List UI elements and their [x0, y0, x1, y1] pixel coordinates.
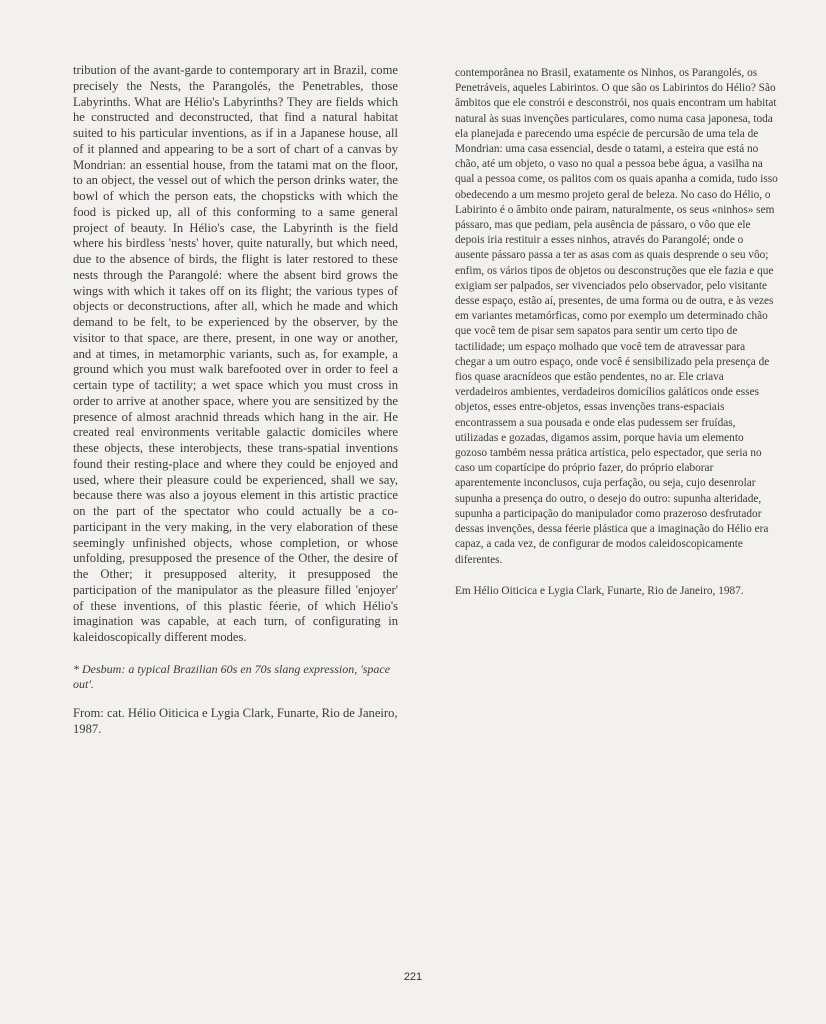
source-citation-portuguese: Em Hélio Oiticica e Lygia Clark, Funarte, Rio de Janeiro, 1987. [455, 584, 744, 597]
footnote: * Desbum: a typical Brazilian 60s en 70s slang expression, 'space out'. [73, 661, 391, 691]
portuguese-column [455, 66, 778, 599]
english-column [73, 63, 398, 737]
portuguese-paragraph: contemporânea no Brasil, exatamente os Ninhos, os Parangolés, os Penetráveis, aqueles Labirintos. O que são os Labirintos do Hélio? São âmbitos que ele constrói e desconstrói, nos quais encontram um habitat natural às suas invenções particulares, como numa casa japonesa, toda ela planejada e parecendo uma espécie de percursão de uma tela de Mondrian: uma casa essencial, desde o tatami, a esteira que está no chão, até um objeto, o vaso no qual a pessoa bebe água, a vasilha na qual a pessoa come, os palitos com os quais apanha a comida, tudo isso obedecendo a um mesmo projeto geral de beleza. No caso do Hélio, o Labirinto é o âmbito onde pairam, naturalmente, os seus «ninhos» sem pássaro, mas que pediam, pela ausência de pássaro, o vôo que ele depois iria restituir a esses ninhos, através do Parangolé; onde o ausente pássaro passa a ter as asas com as quais desprende o seu vôo; enfim, os vários tipos de objetos ou desconstruções que ele fazia e que exigiam ser palpados, ser vivenciados pelo observador, pelo visitante desse espaço, estão aí, presentes, de uma forma ou de outra, e às vezes em variantes metamórficas, como por exemplo um determinado chão que você tem de pisar sem sapatos para sentir um certo tipo de tactilidade; um espaço molhado que você tem de atravessar para chegar a um outro espaço, onde você é sensibilizado pela presença de fios quase aracnídeos que estão pendentes, no ar. Ele criava verdadeiros ambientes, verdadeiros domicílios galáticos onde esses objetos, esses entre-objetos, essas invenções trans-espaciais encontrassem a sua pousada e onde elas pudessem ser fruídas, utilizadas e gozadas, digamos assim, porque havia um elemento gozoso também nessa prática artística, pelo espectador, que seria no caso um copartícipe do próprio fazer, do próprio elaborar aparentemente inconclusos, cuja perfação, ou seja, cujo desenrolar supunha a presença do outro, o desejo do outro: supunha alteridade, supunha a participação do manipulador como prazeroso desfrutador dessas invenções, dessa féerie plástica que a imaginação do Hélio era capaz, a cada vez, de configurar de modos caleidoscopicamente diferentes. [455, 67, 778, 566]
page-number: 221 [403, 971, 423, 983]
english-paragraph: tribution of the avant-garde to contemporary art in Brazil, come precisely the Nests, the Parangolés, the Penetrables, those Labyrinths. What are Hélio's Labyrinths? They are fields which he constructed and deconstructed, that find a natural habitat suited to his particular inventions, as if in a Japanese house, all of it planned and appearing to be a sort of chart of a canvas by Mondrian: an essential house, from the tatami mat on the floor, to an object, the vessel out of which the person drinks water, the bowl of which the person eats, the chopsticks with which the food is picked up, all of this conforming to a same general project of beauty. In Hélio's case, the Labyrinth is the field where his birdless 'nests' hover, quite naturally, but which need, due to the absence of birds, the flight is later restored to these nests through the Parangolé: where the absent bird grows the wings with which it takes off on its flight; the various types of objects or deconstructions, after all, which he made and which demand to be felt, to be experienced by the observer, by the visitor to that space, are there, present, in one way or another, and at times, in metamorphic variants, such as, for example, a ground which you must walk barefooted over in order to feel a certain type of tactility; a wet space which you must cross in order to arrive at another space, where you are sensitized by the presence of almost arachnid threads which hang in the air. He created real environments veritable galactic domiciles where these objects, these interobjects, these trans-spatial inventions found their resting-place and where they could be enjoyed and used, where their pleasure could be experienced, shall we say, because there was also a joyous element in this artistic practice on the part of the spectator who could actually be a co-participant in the very making, in the very elaboration of these seemingly unfinished objects, whose completion, or whose unfolding, presupposed the presence of the Other, the desire of the Other; it presupposed alterity, it presupposed the participation of the manipulator as the pleasure filled 'enjoyer' of these inventions, of this plastic féerie, of which Hélio's imagination was capable, at each turn, of configurating in kaleidoscopically different modes. [73, 63, 398, 644]
source-citation-english: From: cat. Hélio Oiticica e Lygia Clark, Funarte, Rio de Janeiro, 1987. [73, 705, 398, 736]
